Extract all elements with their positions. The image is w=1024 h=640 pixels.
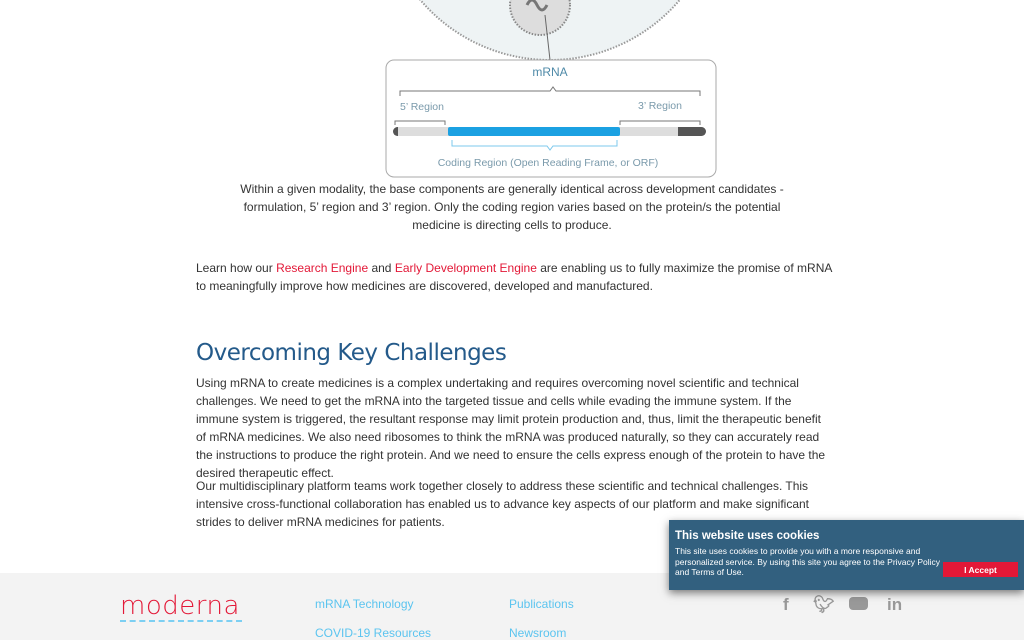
research-engine-link[interactable]: Research Engine xyxy=(276,261,369,275)
footer-link-newsroom[interactable]: Newsroom xyxy=(509,626,567,640)
learn-paragraph: Learn how our Research Engine and Early Development Engine are enabling us to fully maximize the promise of mRNA to meaningfully improve how medicines are discovered, developed and manufactured. xyxy=(196,261,832,293)
linkedin-icon[interactable]: in xyxy=(887,595,903,614)
youtube-icon[interactable] xyxy=(849,597,868,610)
challenges-paragraph-2: Our multidisciplinary platform teams work together closely to address these scientific and technical challenges. This intensive cross-functional collaboration has enabled us to advance key aspects of our platform and make significant strides to deliver mRNA medicines for patients. xyxy=(196,479,810,529)
three-region-label: 3’ Region xyxy=(638,100,682,112)
accept-cookies-button[interactable]: I Accept xyxy=(943,562,1018,577)
coding-region-label: Coding Region (Open Reading Frame, or ORF) xyxy=(437,157,659,169)
moderna-logo[interactable]: moderna xyxy=(120,591,240,621)
five-region-label: 5’ Region xyxy=(400,101,444,113)
twitter-icon[interactable]: 🐦︎ xyxy=(813,595,835,614)
footer-link-publications[interactable]: Publications xyxy=(509,597,574,611)
diagram-caption: Within a given modality, the base components are generally identical across development candidates - formulation, 5’ region and 3’ region. Only the coding region varies based on the protein/s the potential medicine is directing cells to produce. xyxy=(240,182,784,232)
early-development-link[interactable]: Early Development Engine xyxy=(394,261,537,275)
cookie-text: This site uses cookies to provide you with a more responsive and personalized service. By using this site you agree to the Privacy Policy and Terms of Use. xyxy=(675,546,941,577)
facebook-icon[interactable]: f xyxy=(783,595,789,614)
footer-link-covid-resources[interactable]: COVID-19 Resources xyxy=(315,626,432,640)
cookie-title: This website uses cookies xyxy=(675,530,820,542)
section-title: Overcoming Key Challenges xyxy=(196,340,507,366)
cookie-banner xyxy=(669,520,1024,590)
challenges-paragraph-1: Using mRNA to create medicines is a complex undertaking and requires overcoming novel scientific and technical challenges. We need to get the mRNA into the targeted tissue and cells while evading the immune system. If the immune system is triggered, the resultant response may limit protein production and, thus, limit the therapeutic benefit of mRNA medicines. We also need ribosomes to think the mRNA was produced naturally, so they can accurately read the instructions to produce the right protein. And we need to ensure the cells express enough of the protein to have the desired therapeutic effect. xyxy=(196,376,826,480)
footer-link-mrna-technology[interactable]: mRNA Technology xyxy=(315,597,414,611)
logo-underline xyxy=(120,620,242,622)
diagram-title: mRNA xyxy=(532,65,568,79)
mrna-diagram xyxy=(370,0,730,180)
